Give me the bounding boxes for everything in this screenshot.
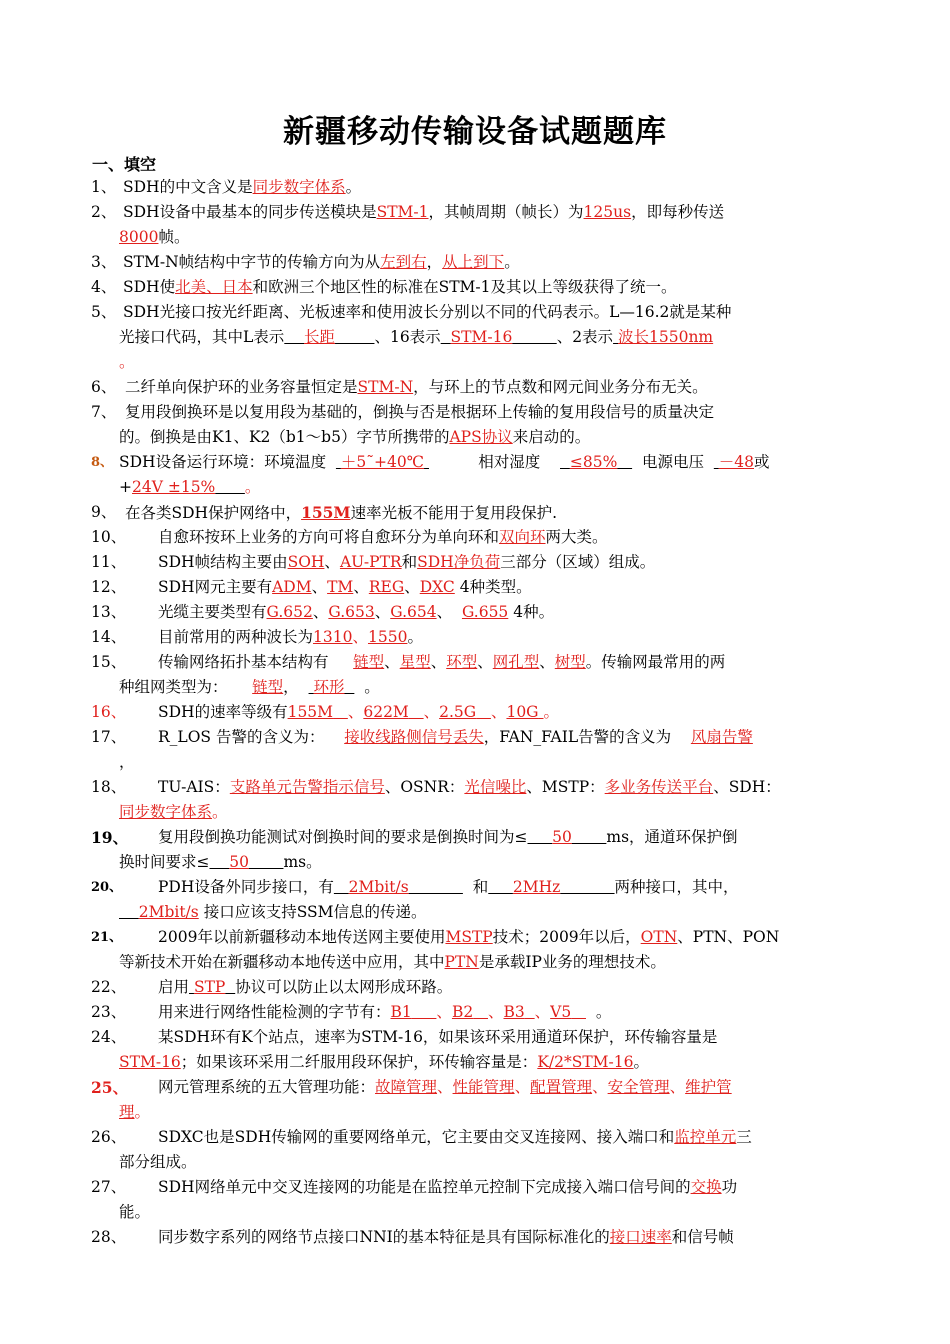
question-number: 16、: [91, 703, 127, 721]
question-text: 网元管理系统的五大管理功能：故障管理、性能管理、配置管理、安全管理、维护管: [158, 1078, 732, 1096]
answer: 支路单元告警指示信号: [229, 778, 385, 796]
question-number: 3、: [91, 253, 117, 271]
question-text-cont: 能。: [119, 1203, 151, 1221]
answer: 2MHz: [512, 878, 561, 896]
question-text: SDH光接口按光纤距离、光板速率和使用波长分别以不同的代码表示。L—16.2就是某种: [123, 303, 732, 321]
answer: 8000: [119, 228, 159, 246]
question-text: 同步数字系列的网络节点接口NNI的基本特征是具有国际标准化的接口速率和信号帧: [158, 1228, 734, 1246]
question-text: 在各类SDH保护网络中，155M速率光板不能用于复用段保护.: [125, 503, 558, 522]
question-number: 8、: [91, 455, 114, 470]
question-number: 12、: [91, 578, 127, 596]
question-text-cont: 2Mbit/s 接口应该支持SSM信息的传递。: [138, 903, 427, 921]
question-text-cont: 8000帧。: [119, 228, 190, 246]
question-text-cont: 同步数字体系。: [119, 803, 228, 821]
answer: 从上到下: [442, 253, 505, 271]
answer: 50: [229, 853, 249, 871]
question-number: 23、: [91, 1003, 127, 1021]
question-number: 5、: [91, 303, 117, 321]
question-number: 18、: [91, 778, 127, 796]
answer: 风扇告警: [690, 728, 753, 746]
question-text-cont: 光接口代码，其中L表示 长距 、16表示 STM-16 、2表示 波长1550nm: [119, 328, 714, 346]
question-text: SDH的速率等级有155M 、622M 、2.5G 、10G 。: [158, 703, 560, 721]
answer: 接口速率: [609, 1228, 672, 1246]
answer: 155M: [287, 703, 334, 721]
question-text: SDH设备运行环境：环境温度 ＋5˜+40℃ 相对湿度 ≤85% 电源电压 －48或: [119, 453, 770, 471]
answer: 北美、日本: [175, 278, 253, 296]
question-number: 15、: [91, 653, 127, 671]
question-text: 启用 STP 协议可以防止以太网形成环路。: [158, 978, 453, 996]
answer: MSTP: [445, 928, 493, 946]
answer: 星型: [399, 653, 431, 671]
question-number: 25、: [91, 1078, 129, 1097]
answer: 同步数字体系: [252, 178, 346, 196]
document-title: 新疆移动传输设备试题题库: [283, 114, 667, 150]
question-number: 20、: [91, 880, 123, 895]
question-text-cont: ，: [119, 753, 135, 771]
question-number: 28、: [91, 1228, 127, 1246]
answer: APS协议: [449, 428, 513, 446]
question-text: 某SDH环有K个站点，速率为STM-16，如果该环采用通道环保护，环传输容量是: [158, 1028, 718, 1046]
question-text: 用来进行网络性能检测的字节有：B1 、B2 、B3 、V5 。: [158, 1003, 612, 1021]
question-text-cont: +24V ±15% 。: [119, 478, 261, 496]
answer: 长距: [304, 328, 336, 346]
answer: G.655: [461, 603, 509, 621]
answer: STM-1: [376, 203, 429, 221]
answer: B3: [503, 1003, 525, 1021]
answer: 50: [552, 828, 572, 846]
answer: DXC: [419, 578, 455, 596]
question-number: 2、: [91, 203, 117, 221]
question-number: 24、: [91, 1028, 127, 1046]
question-text: 光缆主要类型有G.652、G.653、G.654、 G.655 4种。: [158, 603, 555, 621]
question-text: R_LOS 告警的含义为： 接收线路侧信号丢失，FAN_FAIL告警的含义为 风扇告警: [158, 728, 753, 746]
question-number: 17、: [91, 728, 127, 746]
question-number: 7、: [91, 403, 117, 421]
question-text-cont: 换时间要求≤ 50 ms。: [119, 853, 322, 871]
question-number: 21、: [91, 930, 123, 945]
question-text-cont: 理。: [119, 1103, 151, 1121]
answer: 波长1550nm: [618, 328, 714, 346]
answer: 安全管理: [607, 1078, 670, 1096]
question-text: 自愈环按环上业务的方向可将自愈环分为单向环和双向环两大类。: [158, 528, 608, 546]
answer: ＋5˜+40℃: [340, 453, 425, 471]
question-text-cont: 。: [119, 353, 135, 371]
answer: 左到右: [380, 253, 427, 271]
question-text: SDH使北美、日本和欧洲三个地区性的标准在STM-1及其以上等级获得了统一。: [123, 278, 677, 296]
answer: 24V ±15%: [132, 478, 216, 496]
question-number: 9、: [91, 503, 117, 521]
answer: SOH: [287, 553, 325, 571]
question-text-cont: 的。倒换是由K1、K2（b1～b5）字节所携带的APS协议来启动的。: [119, 428, 591, 446]
question-number: 6、: [91, 378, 117, 396]
answer: 2.5G: [439, 703, 477, 721]
answer: STM-16: [119, 1053, 181, 1071]
answer: B1: [390, 1003, 412, 1021]
answer: AU-PTR: [339, 553, 402, 571]
answer: 接收线路侧信号丢失: [344, 728, 484, 746]
answer: STM-N: [357, 378, 414, 396]
question-text: SDH网络单元中交叉连接网的功能是在监控单元控制下完成接入端口信号间的交换功: [158, 1178, 738, 1196]
question-text: 传输网络拓扑基本结构有 链型、星型、环型、网孔型、树型。传输网最常用的两: [158, 653, 726, 671]
answer: 性能管理: [452, 1078, 515, 1096]
question-text: SDH网元主要有ADM、TM、REG、DXC 4种类型。: [158, 578, 532, 596]
question-number: 26、: [91, 1128, 127, 1146]
question-text: 复用段倒换环是以复用段为基础的，倒换与否是根据环上传输的复用段信号的质量决定: [125, 403, 715, 421]
answer: 多业务传送平台: [604, 778, 714, 796]
answer: OTN: [640, 928, 678, 946]
answer: G.654: [390, 603, 437, 621]
answer: 155M: [301, 503, 351, 522]
answer: 环形: [313, 678, 345, 696]
answer: G.653: [328, 603, 375, 621]
answer: ≤85%: [569, 453, 618, 471]
question-number: 11、: [91, 553, 127, 571]
answer: TM: [327, 578, 354, 596]
answer: 链型: [353, 653, 385, 671]
question-number: 13、: [91, 603, 127, 621]
answer: STM-16: [450, 328, 513, 346]
answer: 622M: [363, 703, 409, 721]
question-number: 4、: [91, 278, 117, 296]
question-text: SDH的中文含义是同步数字体系。: [123, 178, 362, 196]
question-text-cont: 等新技术开始在新疆移动本地传送中应用，其中PTN是承载IP业务的理想技术。: [119, 953, 666, 971]
answer: 理: [119, 1103, 135, 1121]
answer: B2: [451, 1003, 474, 1021]
question-number: 10、: [91, 528, 127, 546]
question-text: PDH设备外同步接口，有 2Mbit/s 和 2MHz 两种接口，其中，: [158, 878, 739, 896]
answer: STP: [193, 978, 226, 996]
question-text: SDH设备中最基本的同步传送模块是STM-1，其帧周期（帧长）为125us，即每秒传送: [123, 203, 725, 221]
answer: 双向环: [499, 528, 546, 546]
answer: REG: [368, 578, 405, 596]
question-number: 27、: [91, 1178, 127, 1196]
answer: 光信噪比: [464, 778, 527, 796]
question-text-cont: 种组网类型为： 链型， 环形 。: [119, 678, 380, 696]
question-text: 二纤单向保护环的业务容量恒定是STM-N，与环上的节点数和网元间业务分布无关。: [125, 378, 708, 396]
answer: 1550: [367, 628, 408, 646]
answer: ADM: [272, 578, 312, 596]
question-number: 14、: [91, 628, 127, 646]
question-text: 2009年以前新疆移动本地传送网主要使用MSTP技术；2009年以后，OTN、PTN、PON: [158, 928, 780, 946]
question-text: 目前常用的两种波长为1310、1550。: [158, 628, 423, 646]
answer: 1310: [313, 628, 353, 646]
question-number: 1、: [91, 178, 117, 196]
answer: 链型: [252, 678, 284, 696]
question-text: SDH帧结构主要由SOH、AU-PTR和SDH净负荷三部分（区域）组成。: [158, 553, 656, 571]
question-text-cont: 部分组成。: [119, 1153, 197, 1171]
answer: G.652: [266, 603, 313, 621]
answer: －48: [718, 453, 754, 471]
question-number: 19、: [91, 828, 129, 847]
question-number: 22、: [91, 978, 127, 996]
question-text: TU-AIS：支路单元告警指示信号、OSNR：光信噪比、MSTP：多业务传送平台、SDH：: [158, 778, 781, 796]
answer: 2Mbit/s: [348, 878, 409, 896]
answer: 2Mbit/s: [138, 903, 199, 921]
answer: SDH净负荷: [417, 553, 501, 571]
answer: 125us: [583, 203, 632, 221]
question-text: 复用段倒换功能测试对倒换时间的要求是倒换时间为≤ 50 ms，通道环保护倒: [158, 828, 738, 846]
answer: 配置管理: [530, 1078, 593, 1096]
answer: 树型: [554, 653, 586, 671]
answer: PTN: [444, 953, 479, 971]
answer: 维护管: [685, 1078, 732, 1096]
question-text: SDXC也是SDH传输网的重要网络单元，它主要由交叉连接网、接入端口和监控单元三: [158, 1128, 752, 1146]
answer: 10G: [506, 703, 539, 721]
section-heading: 一、填空: [92, 155, 157, 174]
question-text: STM-N帧结构中字节的传输方向为从左到右，从上到下。: [123, 253, 520, 271]
answer: 网孔型: [492, 653, 540, 671]
answer: 环型: [446, 653, 478, 671]
question-text-cont: STM-16；如果该环采用二纤服用段环保护，环传输容量是：K/2*STM-16。: [119, 1053, 650, 1071]
answer: 故障管理: [375, 1078, 438, 1096]
answer: 同步数字体系: [119, 803, 213, 821]
answer: 监控单元: [674, 1128, 737, 1146]
answer: K/2*STM-16: [537, 1053, 634, 1071]
answer: 交换: [690, 1178, 722, 1196]
answer: V5: [550, 1003, 572, 1021]
